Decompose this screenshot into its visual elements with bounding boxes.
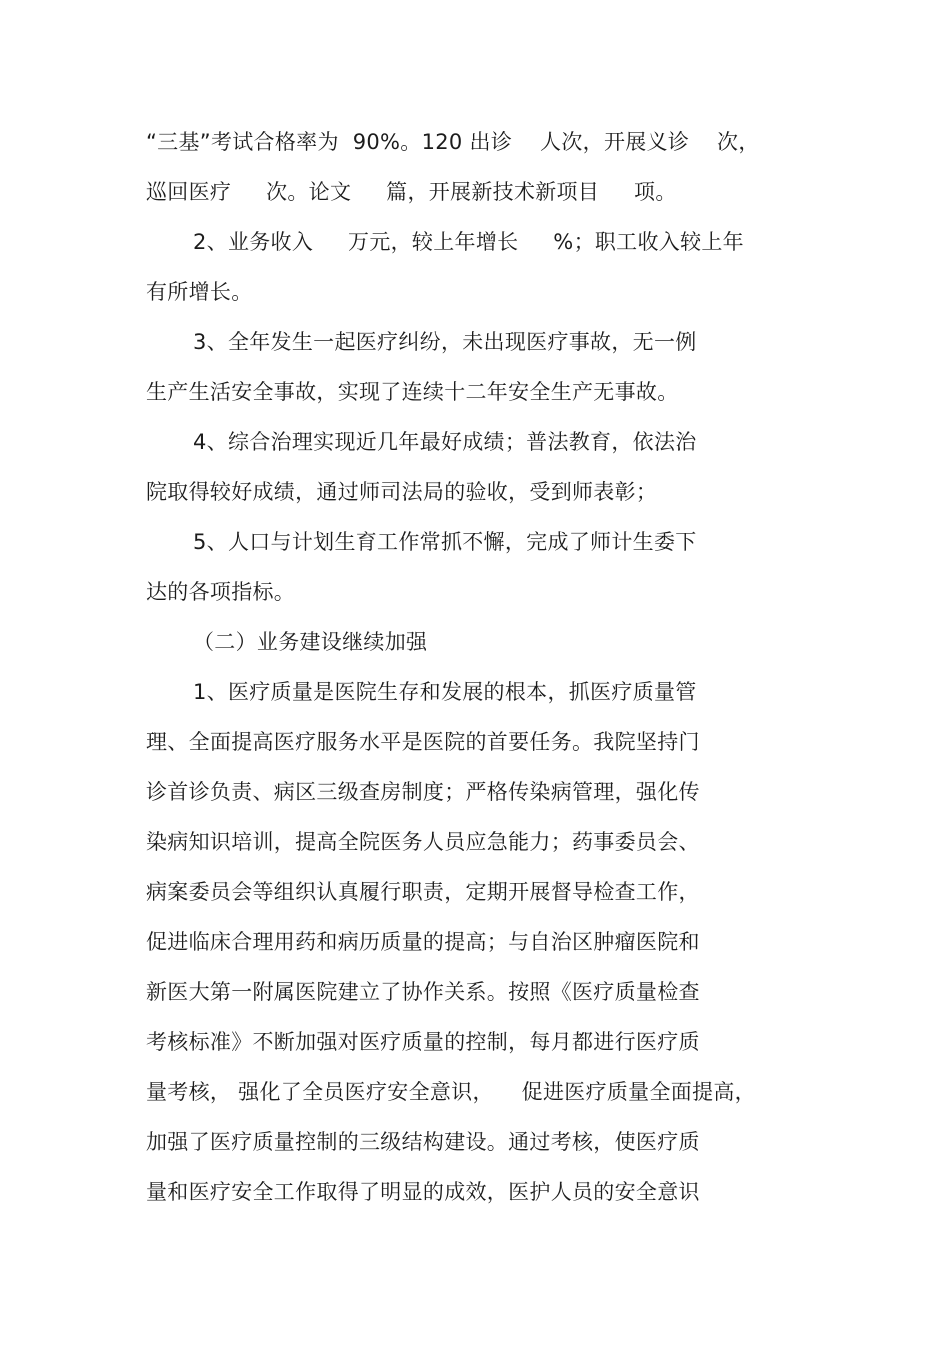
paragraph-4-start: 4、综合治理实现近几年最好成绩；普法教育，依法治 — [193, 430, 697, 454]
text-line-8: 院取得较好成绩，通过师司法局的验收，受到师表彰； — [146, 480, 658, 504]
paragraph-3-start: 3、全年发生一起医疗纠纷，未出现医疗事故，无一例 — [193, 330, 697, 354]
section-heading: （二）业务建设继续加强 — [193, 630, 428, 654]
text-line-1: “三基”考试合格率为 90%。120 出诊 人次，开展义诊 次， — [146, 130, 760, 154]
text-line-22: 量和医疗安全工作取得了明显的成效，医护人员的安全意识 — [146, 1180, 700, 1204]
text-line-21: 加强了医疗质量控制的三级结构建设。通过考核，使医疗质 — [146, 1130, 700, 1154]
text-line-20: 量考核， 强化了全员医疗安全意识， 促进医疗质量全面提高， — [146, 1080, 756, 1104]
text-line-2: 巡回医疗 次。论文 篇，开展新技术新项目 项。 — [146, 180, 677, 204]
text-line-14: 诊首诊负责、病区三级查房制度；严格传染病管理，强化传 — [146, 780, 700, 804]
paragraph-6-start: 1、医疗质量是医院生存和发展的根本，抓医疗质量管 — [193, 680, 697, 704]
text-line-19: 考核标准》不断加强对医疗质量的控制，每月都进行医疗质 — [146, 1030, 700, 1054]
text-line-17: 促进临床合理用药和病历质量的提高；与自治区肿瘤医院和 — [146, 930, 700, 954]
paragraph-5-start: 5、人口与计划生育工作常抓不懈，完成了师计生委下 — [193, 530, 697, 554]
text-line-16: 病案委员会等组织认真履行职责，定期开展督导检查工作， — [146, 880, 700, 904]
text-line-6: 生产生活安全事故，实现了连续十二年安全生产无事故。 — [146, 380, 679, 404]
text-line-4: 有所增长。 — [146, 280, 253, 304]
text-line-10: 达的各项指标。 — [146, 580, 296, 604]
text-line-13: 理、全面提高医疗服务水平是医院的首要任务。我院坚持门 — [146, 730, 700, 754]
text-line-15: 染病知识培训，提高全院医务人员应急能力；药事委员会、 — [146, 830, 700, 854]
paragraph-2-start: 2、业务收入 万元，较上年增长 %；职工收入较上年 — [193, 230, 744, 254]
text-line-18: 新医大第一附属医院建立了协作关系。按照《医疗质量检查 — [146, 980, 700, 1004]
